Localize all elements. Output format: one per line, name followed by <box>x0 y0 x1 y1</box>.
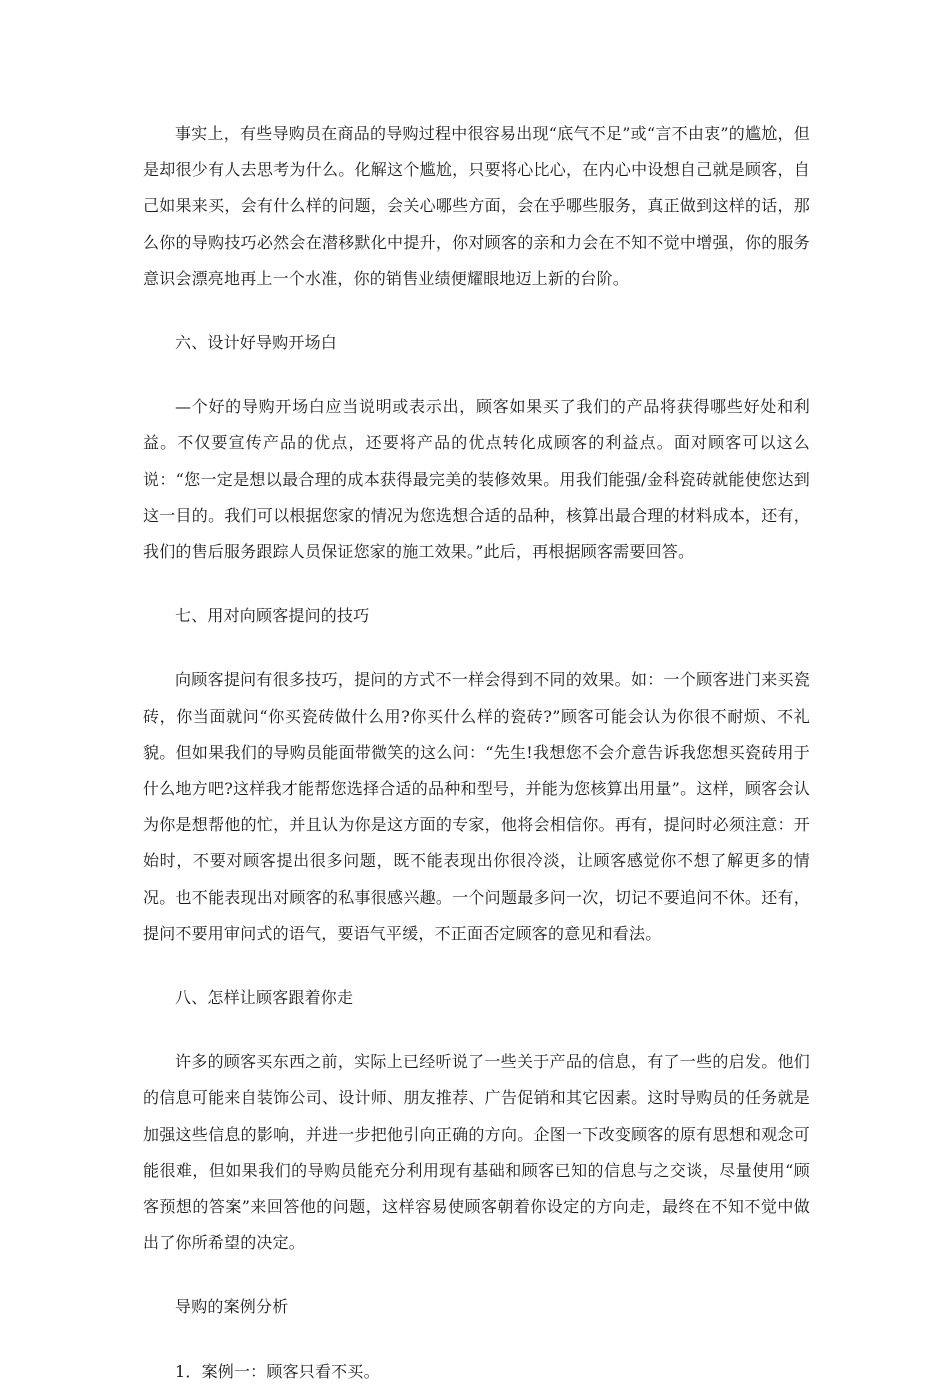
spacer <box>143 361 810 389</box>
spacer <box>143 952 810 980</box>
spacer <box>143 1016 810 1044</box>
spacer <box>143 570 810 598</box>
heading-section-6: 六、设计好导购开场白 <box>175 333 338 353</box>
heading-section-8: 八、怎样让顾客跟着你走 <box>175 988 354 1008</box>
spacer <box>143 1261 810 1289</box>
heading-case-analysis: 导购的案例分析 <box>175 1297 289 1317</box>
paragraph-guide-customer: 许多的顾客买东西之前，实际上已经听说了一些关于产品的信息，有了一些的启发。他们的信息可能来自装饰公司、设计师、朋友推荐、广告促销和其它因素。这时导购员的任务就是加强这些信息的影响，并进一步把他引向正确的方向。企图一下改变顾客的原有思想和观念可能很难，但如果我们的导购员能充分利用现有基础和顾客已知的信息与之交谈，尽量使用“顾客预想的答案”来回答他的问题，这样容易使顾客朝着你设定的方向走，最终在不知不觉中做出了你所希望的决定。 <box>143 1052 810 1253</box>
paragraph-empathy: 事实上，有些导购员在商品的导购过程中很容易出现“底气不足”或“言不由衷”的尴尬，但是却很少有人去思考为什么。化解这个尴尬，只要将心比心，在内心中设想自己就是顾客，自己如果来买，会有什么样的问题，会关心哪些方面，会在乎哪些服务，真正做到这样的话，那么你的导购技巧必然会在潜移默化中提升，你对顾客的亲和力会在不知不觉中增强，你的服务意识会漂亮地再上一个水准，你的销售业绩便耀眼地迈上新的台阶。 <box>143 124 810 288</box>
spacer <box>143 1326 810 1354</box>
spacer <box>143 297 810 325</box>
paragraph-opening-line: —个好的导购开场白应当说明或表示出，顾客如果买了我们的产品将获得哪些好处和利益。不仅要宣传产品的优点，还要将产品的优点转化成顾客的利益点。面对顾客可以这么说：“您一定是想以最合理的成本获得最完美的装修效果。用我们能强/金科瓷砖就能使您达到这一目的。我们可以根据您家的情况为您选想合适的品种，核算出最合理的材料成本，还有，我们的售后服务跟踪人员保证您家的施工效果。”此后，再根据顾客需要回答。 <box>143 397 810 562</box>
heading-section-7: 七、用对向顾客提问的技巧 <box>175 606 370 626</box>
spacer <box>143 634 810 662</box>
paragraph-questioning: 向顾客提问有很多技巧，提问的方式不一样会得到不同的效果。如：一个顾客进门来买瓷砖，你当面就问“你买瓷砖做什么用?你买什么样的瓷砖?”顾客可能会认为你很不耐烦、不礼貌。但如果我们的导购员能面带微笑的这么问：“先生!我想您不会介意告诉我您想买瓷砖用于什么地方吧?这样我才能帮您选择合适的品种和型号，并能为您核算出用量”。这样，顾客会认为你是想帮他的忙，并且认为你是这方面的专家，他将会相信你。再有，提问时必须注意：开始时，不要对顾客提出很多问题，既不能表现出你很冷淡，让顾客感觉你不想了解更多的情况。也不能表现出对顾客的私事很感兴趣。一个问题最多问一次，切记不要追问不休。还有，提问不要用审问式的语气，要语气平缓，不正面否定顾客的意见和看法。 <box>143 670 810 943</box>
document-body <box>143 116 810 1390</box>
heading-case-1: 1．案例一：顾客只看不买。 <box>175 1361 380 1381</box>
